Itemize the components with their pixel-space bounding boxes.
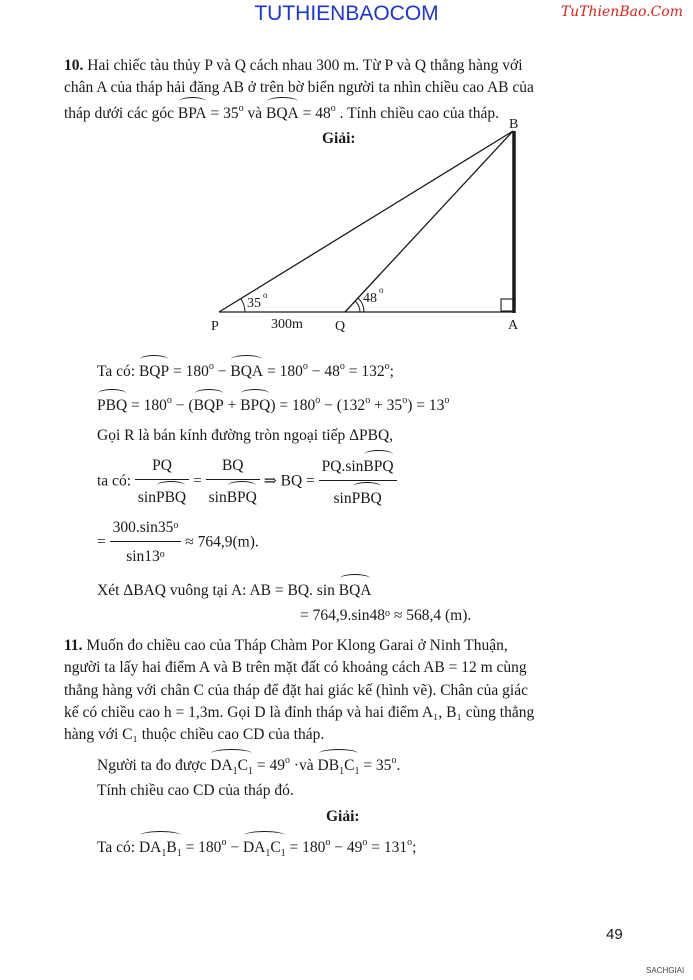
line-pb bbox=[219, 131, 513, 312]
fraction-bq-result bbox=[319, 453, 397, 510]
label-a: A bbox=[508, 318, 519, 333]
problem11-line4: kế có chiều cao h = 1,3m. Gọi D là đỉnh tháp và hai điểm A₁, B₁ cùng thẳng bbox=[64, 704, 535, 721]
right-angle-mark bbox=[501, 299, 513, 311]
m-b1: DB bbox=[317, 757, 340, 774]
numerator-300sin35 bbox=[110, 517, 182, 542]
fraction-bq-sinbpq bbox=[206, 455, 260, 509]
s5-num: 300.sin35 bbox=[112, 519, 174, 536]
label-p: P bbox=[211, 319, 219, 334]
step1-prefix: Ta có: bbox=[97, 363, 136, 380]
label-35: 35 bbox=[247, 296, 261, 311]
s7a: = 764,9.sin48 bbox=[300, 607, 385, 624]
problem10-text1: Hai chiếc tàu thủy P và Q cách nhau 300 m. Từ P và Q thẳng hàng với bbox=[87, 57, 523, 74]
sub1: 1 bbox=[176, 848, 182, 860]
deg: o bbox=[391, 755, 397, 766]
label-q: Q bbox=[335, 319, 346, 334]
sub1: 1 bbox=[339, 766, 345, 778]
denominator-sin13 bbox=[110, 542, 182, 568]
fraction-300sin35 bbox=[110, 517, 182, 568]
s2i: + 35 bbox=[374, 397, 403, 414]
label-b: B bbox=[509, 117, 519, 132]
eq-35: = 35 bbox=[210, 105, 239, 122]
angle-bqa-3: BQA bbox=[339, 577, 372, 602]
denominator-sinpbq-2 bbox=[319, 481, 397, 510]
s1g: ; bbox=[389, 363, 394, 380]
step7 bbox=[300, 605, 471, 627]
implies: ⇒ BQ = bbox=[263, 472, 315, 490]
problem10-number: 10. bbox=[64, 57, 84, 74]
t-c: = 180 bbox=[289, 839, 326, 856]
sub1: 1 bbox=[265, 848, 271, 860]
angle-bqp-2: BQP bbox=[194, 392, 224, 417]
deg: o bbox=[365, 395, 371, 406]
denominator-sinbpq bbox=[206, 480, 260, 509]
t-f: ; bbox=[412, 839, 417, 856]
denominator-sinpbq bbox=[135, 480, 189, 509]
problem11-text1: Muốn đo chiều cao của Tháp Chàm Por Klong Garai ở Ninh Thuận, bbox=[86, 637, 508, 654]
problem10-line3-suffix: . Tính chiều cao của tháp. bbox=[339, 105, 499, 122]
s6-prefix: Xét ΔBAQ vuông tại A: AB = BQ. sin bbox=[97, 582, 335, 599]
problem11-line5: hàng với C₁ thuộc chiều cao CD của tháp. bbox=[64, 726, 325, 743]
step6 bbox=[97, 577, 371, 602]
s7b: ≈ 568,4 (m). bbox=[393, 607, 472, 624]
label-300m: 300m bbox=[271, 317, 303, 332]
m-end: . bbox=[396, 757, 401, 774]
label-48: 48 bbox=[363, 291, 377, 306]
pq-sin: PQ.sin bbox=[321, 458, 364, 475]
sin: sin bbox=[137, 488, 156, 506]
angle-pbq: PBQ bbox=[156, 484, 186, 509]
m-eq1: = 49 bbox=[256, 757, 285, 774]
step4 bbox=[97, 453, 397, 510]
s5-den: sin13 bbox=[126, 548, 160, 565]
site-header: TUTHIENBAOCOM bbox=[254, 2, 439, 25]
t-e: = 131 bbox=[371, 839, 408, 856]
triangle-figure bbox=[205, 115, 535, 340]
problem11-line2: người ta lấy hai điểm A và B trên mặt đất có khoảng cách AB = 12 m cùng bbox=[64, 659, 527, 676]
label-35-deg: o bbox=[263, 290, 268, 300]
numerator-pq-sin bbox=[319, 453, 397, 481]
s2g: ) = 180 bbox=[270, 397, 316, 414]
step4-prefix: ta có: bbox=[97, 472, 131, 490]
deg: o bbox=[444, 395, 450, 406]
angle-da1c1-2 bbox=[243, 834, 286, 865]
ask-line: Tính chiều cao CD của tháp đó. bbox=[97, 782, 294, 799]
s1f: = 132 bbox=[348, 363, 385, 380]
sub1: 1 bbox=[280, 848, 286, 860]
angle-bqa-2: BQA bbox=[230, 358, 263, 383]
sin: sin bbox=[333, 490, 352, 507]
deg: o bbox=[330, 103, 336, 114]
s1b: = 180 bbox=[172, 363, 209, 380]
angle-bqa: BQA bbox=[266, 100, 299, 125]
t-b1: DA bbox=[242, 839, 266, 856]
angle-bpq: BPQ bbox=[227, 484, 257, 509]
fraction-pq-sinpbq bbox=[135, 455, 189, 509]
t-eq: = 180 bbox=[185, 839, 222, 856]
problem10-line2: chân A của tháp hải đăng AB ở trên bờ biển người ta nhìn chiều cao AB của bbox=[64, 79, 534, 96]
step2 bbox=[97, 392, 449, 417]
s2b: = 180 bbox=[131, 397, 167, 414]
deg: o bbox=[159, 549, 165, 560]
sub1: 1 bbox=[248, 766, 253, 778]
deg: o bbox=[325, 837, 331, 848]
problem10-line3-prefix: tháp dưới các góc bbox=[64, 105, 174, 122]
deg: o bbox=[208, 361, 214, 372]
footer-mark: SACHGIAI bbox=[646, 966, 685, 975]
p11-step1: Ta có: $DA_1B_1 = 180^o - DA_1C_1 = 180^o - 49^o = 131^o$; bbox=[97, 834, 416, 865]
sub1: 1 bbox=[161, 848, 167, 860]
numerator-bq: BQ bbox=[206, 455, 260, 480]
deg: o bbox=[402, 395, 408, 406]
s1d: = 180 bbox=[266, 363, 303, 380]
t-d: − 49 bbox=[334, 839, 363, 856]
s2h: − (132 bbox=[324, 397, 366, 414]
arc-48a bbox=[355, 301, 360, 312]
t-a2: B bbox=[166, 839, 177, 856]
sub1: 1 bbox=[232, 766, 238, 778]
m-a1: DA bbox=[210, 757, 233, 774]
deg: o bbox=[384, 361, 390, 372]
deg: o bbox=[407, 837, 413, 848]
deg: o bbox=[285, 755, 290, 766]
deg: o bbox=[238, 103, 244, 114]
problem11-number: 11. bbox=[64, 637, 83, 654]
equals: = bbox=[97, 533, 106, 551]
angle-da1c1 bbox=[210, 752, 253, 783]
step1: Ta có: BQP = $180^o$ − BQA = $180^o - 48^o = 132^o$; bbox=[97, 358, 394, 383]
m-prefix: Người ta đo được bbox=[97, 757, 207, 774]
s5-result: ≈ 764,9(m). bbox=[185, 533, 259, 551]
t-prefix: Ta có: bbox=[97, 839, 136, 856]
t-a1: DA bbox=[138, 839, 162, 856]
m-va: ·và bbox=[293, 757, 314, 774]
brand-watermark: TuThienBao.Com bbox=[560, 4, 683, 20]
angle-pbq: PBQ bbox=[352, 485, 382, 510]
m-a2: C bbox=[237, 757, 248, 774]
step5 bbox=[97, 517, 259, 568]
s2c: − ( bbox=[175, 397, 194, 414]
sin: sin bbox=[208, 488, 227, 506]
angle-pbq: PBQ bbox=[97, 392, 127, 417]
solution-heading-11: Giải: bbox=[326, 808, 360, 825]
angle-bpq: BPQ bbox=[240, 392, 270, 417]
s2j: ) = 13 bbox=[407, 397, 445, 414]
arc-35 bbox=[241, 299, 245, 312]
deg: o bbox=[166, 395, 172, 406]
sub1: 1 bbox=[354, 766, 360, 778]
equals: = bbox=[193, 472, 202, 490]
eq-48: = 48 bbox=[302, 105, 331, 122]
conj-va: và bbox=[247, 105, 263, 122]
deg: o bbox=[362, 837, 368, 848]
t-b2: C bbox=[270, 839, 281, 856]
angle-da1b1 bbox=[139, 834, 182, 865]
problem10-line1 bbox=[64, 55, 523, 77]
problem11-line3: thẳng hàng với chân C của tháp để đặt hai giác kế (hình vẽ). Chân của giác bbox=[64, 682, 528, 699]
s1e: − 48 bbox=[311, 363, 340, 380]
angle-db1c1 bbox=[318, 752, 360, 783]
deg: o bbox=[339, 361, 345, 372]
deg: o bbox=[315, 395, 321, 406]
angle-bpa: BPA bbox=[178, 100, 207, 125]
page-number: 49 bbox=[606, 926, 623, 943]
measure-line bbox=[97, 752, 400, 783]
line-qb bbox=[345, 131, 513, 312]
step3: Gọi R là bán kính đường tròn ngoại tiếp ΔPBQ, bbox=[97, 427, 394, 444]
m-b2: C bbox=[344, 757, 355, 774]
angle-bpq: BPQ bbox=[363, 453, 393, 478]
numerator-pq: PQ bbox=[135, 455, 189, 480]
m-eq2: = 35 bbox=[363, 757, 392, 774]
solution-heading-10: Giải: bbox=[322, 130, 356, 147]
deg: o bbox=[302, 361, 308, 372]
deg: o bbox=[221, 837, 227, 848]
deg: o bbox=[173, 520, 179, 531]
problem11-line1 bbox=[64, 635, 508, 657]
s2e: + bbox=[227, 397, 237, 414]
label-48-deg: o bbox=[379, 285, 384, 295]
deg: o bbox=[384, 608, 390, 619]
angle-bqp: BQP bbox=[139, 358, 169, 383]
